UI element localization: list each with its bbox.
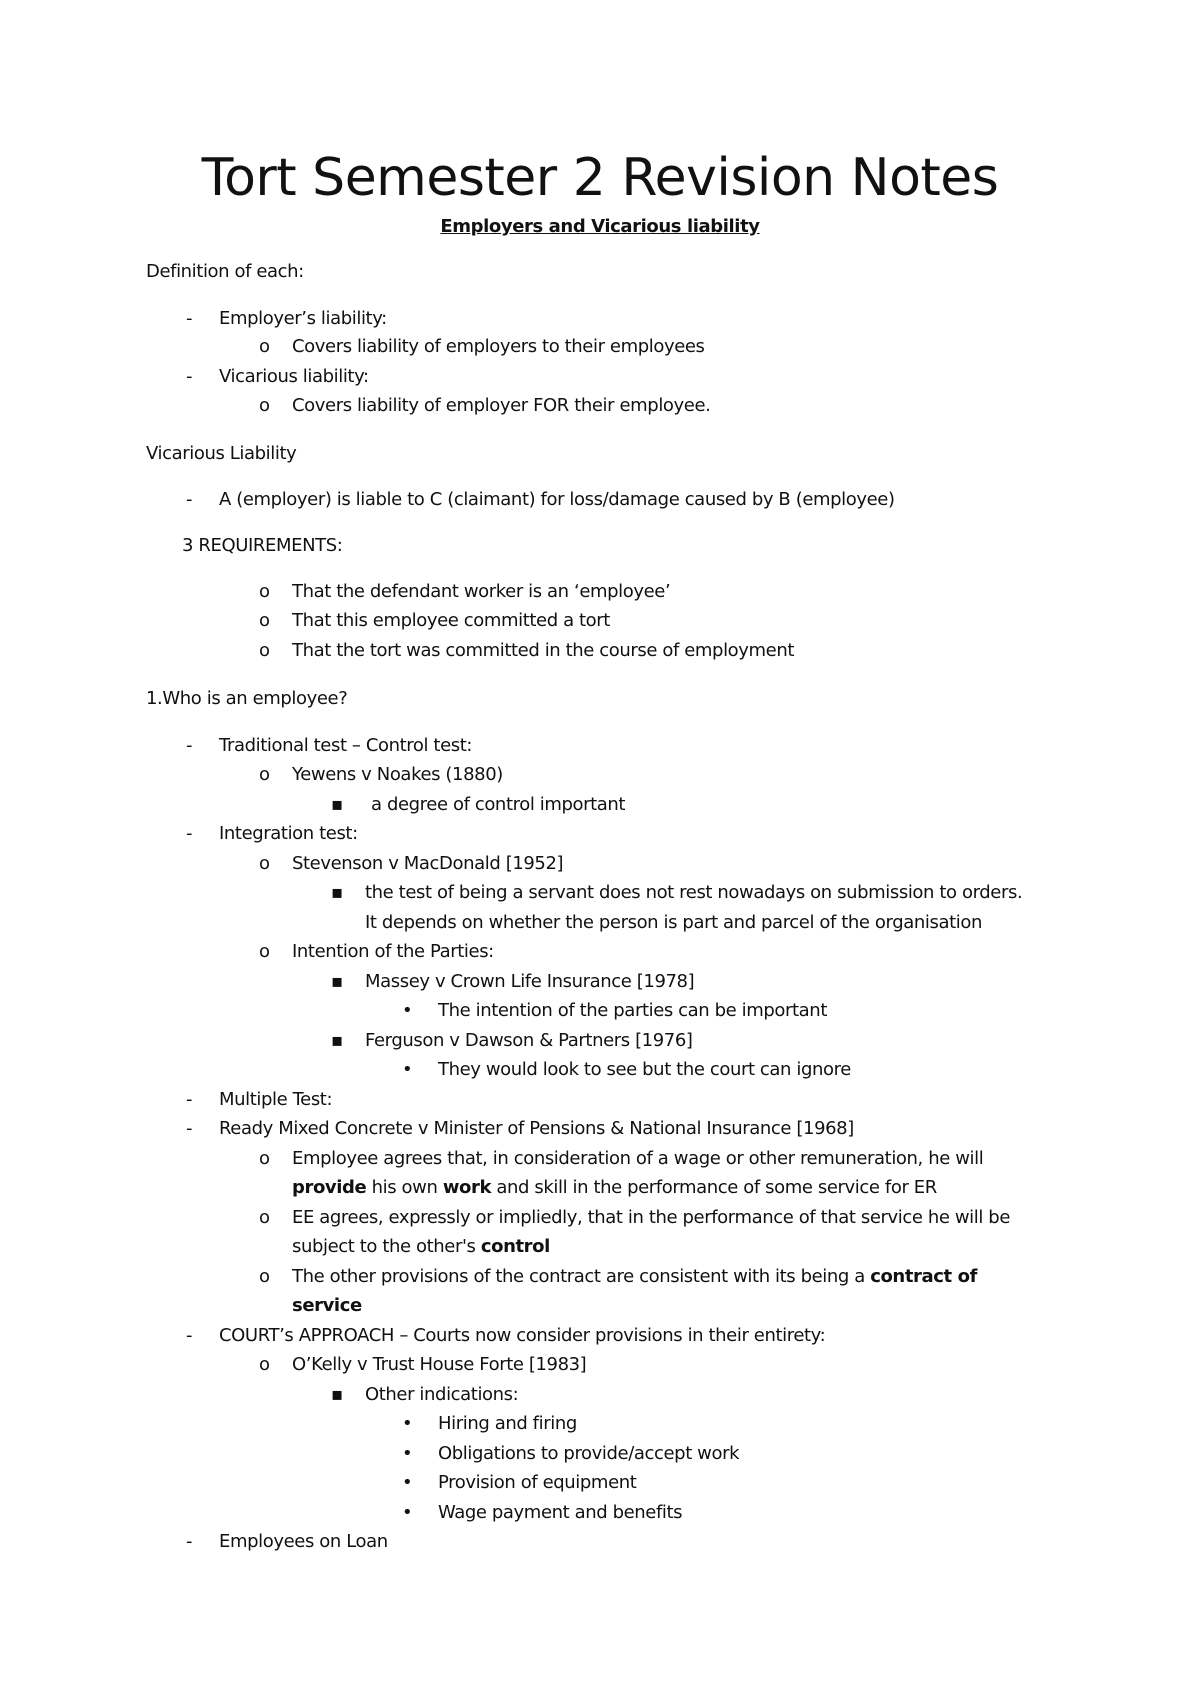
bullet-marker: • — [402, 1413, 413, 1434]
circle-marker: o — [259, 610, 271, 631]
ready-mixed-point-2-line-2 — [292, 1236, 550, 1258]
text-fragment: and skill in the performance of some service for ER — [491, 1177, 937, 1198]
massey-note: The intention of the parties can be important — [438, 1000, 827, 1021]
indication-1: Hiring and firing — [438, 1413, 577, 1434]
courts-approach: COURT’s APPROACH – Courts now consider provisions in their entirety: — [219, 1325, 826, 1346]
case-ferguson: Ferguson v Dawson & Partners [1976] — [365, 1030, 693, 1051]
circle-marker: o — [259, 1354, 271, 1375]
bullet-marker: • — [402, 1443, 413, 1464]
intention-of-parties: Intention of the Parties: — [292, 941, 494, 962]
case-massey: Massey v Crown Life Insurance [1978] — [365, 971, 695, 992]
ready-mixed-point-2-line-1: EE agrees, expressly or impliedly, that in the performance of that service he will be — [292, 1207, 1011, 1228]
dash-marker: - — [186, 1531, 193, 1552]
bullet-marker: • — [402, 1000, 413, 1021]
text-fragment: his own — [366, 1177, 443, 1198]
circle-marker: o — [259, 581, 271, 602]
requirement-2: That this employee committed a tort — [292, 610, 610, 631]
vicarious-heading: Vicarious Liability — [146, 443, 297, 464]
requirement-1: That the defendant worker is an ‘employee’ — [292, 581, 671, 602]
bullet-marker: • — [402, 1472, 413, 1493]
square-marker: ▪ — [331, 971, 344, 992]
circle-marker: o — [259, 764, 271, 785]
indication-4: Wage payment and benefits — [438, 1502, 683, 1523]
dash-marker: - — [186, 489, 193, 510]
emphasis-work: work — [442, 1177, 492, 1198]
multiple-test: Multiple Test: — [219, 1089, 333, 1110]
square-marker: ▪ — [331, 1384, 344, 1405]
employee-heading: 1.Who is an employee? — [146, 688, 348, 709]
text-fragment: subject to the other's — [292, 1236, 481, 1257]
case-yewens: Yewens v Noakes (1880) — [292, 764, 503, 785]
ready-mixed-point-1-line-1: Employee agrees that, in consideration of a wage or other remuneration, he will — [292, 1148, 984, 1169]
stevenson-note-line-2: It depends on whether the person is part and parcel of the organisation — [365, 912, 982, 933]
bullet-marker: • — [402, 1502, 413, 1523]
section-heading: Employers and Vicarious liability — [440, 216, 760, 237]
employees-on-loan: Employees on Loan — [219, 1531, 388, 1552]
emphasis-control: control — [480, 1236, 550, 1257]
requirements-heading: 3 REQUIREMENTS: — [182, 535, 343, 556]
integration-test: Integration test: — [219, 823, 358, 844]
dash-marker: - — [186, 1118, 193, 1139]
text-fragment: The other provisions of the contract are consistent with its being a — [292, 1266, 871, 1287]
circle-marker: o — [259, 640, 271, 661]
ready-mixed-point-3-line-2: service — [292, 1295, 362, 1316]
requirement-3: That the tort was committed in the course of employment — [292, 640, 795, 661]
dash-marker: - — [186, 1089, 193, 1110]
dash-marker: - — [186, 1325, 193, 1346]
case-ready-mixed: Ready Mixed Concrete v Minister of Pensions & National Insurance [1968] — [219, 1118, 854, 1139]
emphasis-contract-of: contract of — [870, 1266, 978, 1287]
indication-2: Obligations to provide/accept work — [438, 1443, 740, 1464]
emphasis-provide: provide — [292, 1177, 367, 1198]
bullet-marker: • — [402, 1059, 413, 1080]
ferguson-note: They would look to see but the court can ignore — [438, 1059, 851, 1080]
vicarious-liability-label: Vicarious liability: — [219, 366, 369, 387]
stevenson-note-line-1: the test of being a servant does not rest nowadays on submission to orders. — [365, 882, 1023, 903]
other-indications: Other indications: — [365, 1384, 519, 1405]
circle-marker: o — [259, 1207, 271, 1228]
indication-3: Provision of equipment — [438, 1472, 637, 1493]
employers-liability-label: Employer’s liability: — [219, 308, 387, 329]
dash-marker: - — [186, 823, 193, 844]
vicarious-point: A (employer) is liable to C (claimant) for loss/damage caused by B (employee) — [219, 489, 895, 510]
circle-marker: o — [259, 853, 271, 874]
vicarious-liability-text: Covers liability of employer FOR their employee. — [292, 395, 711, 416]
circle-marker: o — [259, 1266, 271, 1287]
circle-marker: o — [259, 941, 271, 962]
circle-marker: o — [259, 336, 271, 357]
case-stevenson: Stevenson v MacDonald [1952] — [292, 853, 564, 874]
circle-marker: o — [259, 1148, 271, 1169]
document-title: Tort Semester 2 Revision Notes — [201, 148, 999, 208]
ready-mixed-point-1-line-2 — [292, 1177, 937, 1199]
employers-liability-text: Covers liability of employers to their employees — [292, 336, 705, 357]
traditional-test: Traditional test – Control test: — [219, 735, 473, 756]
circle-marker: o — [259, 395, 271, 416]
dash-marker: - — [186, 308, 193, 329]
square-marker: ▪ — [331, 1030, 344, 1051]
dash-marker: - — [186, 735, 193, 756]
dash-marker: - — [186, 366, 193, 387]
yewens-note: a degree of control important — [371, 794, 626, 815]
ready-mixed-point-3-line-1 — [292, 1266, 977, 1288]
square-marker: ▪ — [331, 794, 344, 815]
square-marker: ▪ — [331, 882, 344, 903]
definition-heading: Definition of each: — [146, 261, 304, 282]
case-okelly: O’Kelly v Trust House Forte [1983] — [292, 1354, 587, 1375]
